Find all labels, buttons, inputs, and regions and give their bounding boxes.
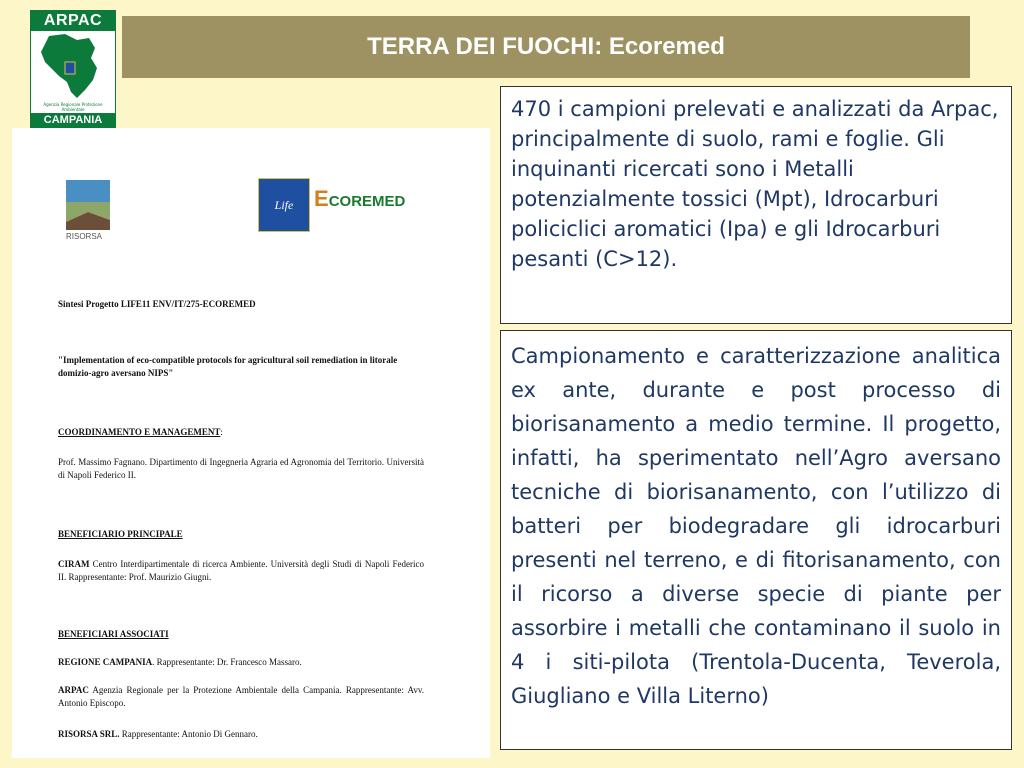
doc-coord-text: Prof. Massimo Fagnano. Dipartimento di Ingegneria Agraria ed Agronomia del Territorio. Università di Napoli Federico II.	[58, 457, 424, 480]
doc-coord-heading: COORDINAMENTO E MANAGEMENT:	[58, 427, 223, 437]
doc-benef-text: CIRAM Centro Interdipartimentale di ricerca Ambiente. Università degli Studi di Napoli Federico II. Rappresentante: Prof. Maurizio Giugni.	[58, 559, 424, 582]
description-textbox: Campionamento e caratterizzazione analitica ex ante, durante e post processo di biorisanamento a medio termine. Il progetto, infatti, ha sperimentato nell’Agro aversano tecniche di biorisanamento, con l’utilizzo di batteri per biodegradare gli idrocarburi presenti nel terreno, e di fitorisanamento, con il ricorso a diverse specie di piante per assorbire i metalli che contaminano il suolo in 4 i siti-pilota (Trentola-Ducenta, Teverola, Giugliano e Villa Literno)	[500, 330, 1012, 750]
doc-project-title: "Implementation of eco-compatible protocols for agricultural soil remediation in litorale domizio-agro aversano NIPS"	[58, 355, 398, 378]
arpac-campania-logo	[30, 10, 116, 128]
risorsa-label: RISORSA	[66, 232, 103, 241]
document-image	[12, 128, 490, 758]
doc-benef-heading: BENEFICIARIO PRINCIPALE	[58, 529, 183, 539]
ecoremed-logo-e: E	[314, 186, 329, 211]
summary-textbox: 470 i campioni prelevati e analizzati da Arpac, principalmente di suolo, rami e foglie. Gli inquinanti ricercati sono i Metalli potenzialmente tossici (Mpt), Idrocarburi policiclici aromatici (Ipa) e gli Idrocarburi pesanti (C>12).	[500, 86, 1012, 324]
ecoremed-logo-text: COREMED	[328, 193, 406, 210]
logo-top-text: ARPAC	[31, 11, 115, 31]
doc-assoc-regione: REGIONE CAMPANIA. Rappresentante: Dr. Francesco Massaro.	[58, 657, 302, 667]
doc-assoc-risorsa: RISORSA SRL. Rappresentante: Antonio Di Gennaro.	[58, 729, 258, 739]
logo-subtitle: Agenzia Regionale Protezione Ambientale	[43, 102, 103, 112]
logo-bottom-text: CAMPANIA	[31, 113, 115, 127]
campania-map-icon	[31, 32, 115, 102]
slide-title: TERRA DEI FUOCHI: Ecoremed	[122, 16, 970, 78]
doc-assoc-heading: BENEFICIARI ASSOCIATI	[58, 629, 169, 639]
ecoremed-logo	[314, 186, 405, 212]
doc-assoc-arpac: ARPAC Agenzia Regionale per la Protezione Ambientale della Campania. Rappresentante: Avv. Antonio Episcopo.	[58, 685, 424, 708]
life-logo: Life	[258, 178, 310, 232]
doc-sintesi: Sintesi Progetto LIFE11 ENV/IT/275-ECOREMED	[58, 299, 256, 309]
